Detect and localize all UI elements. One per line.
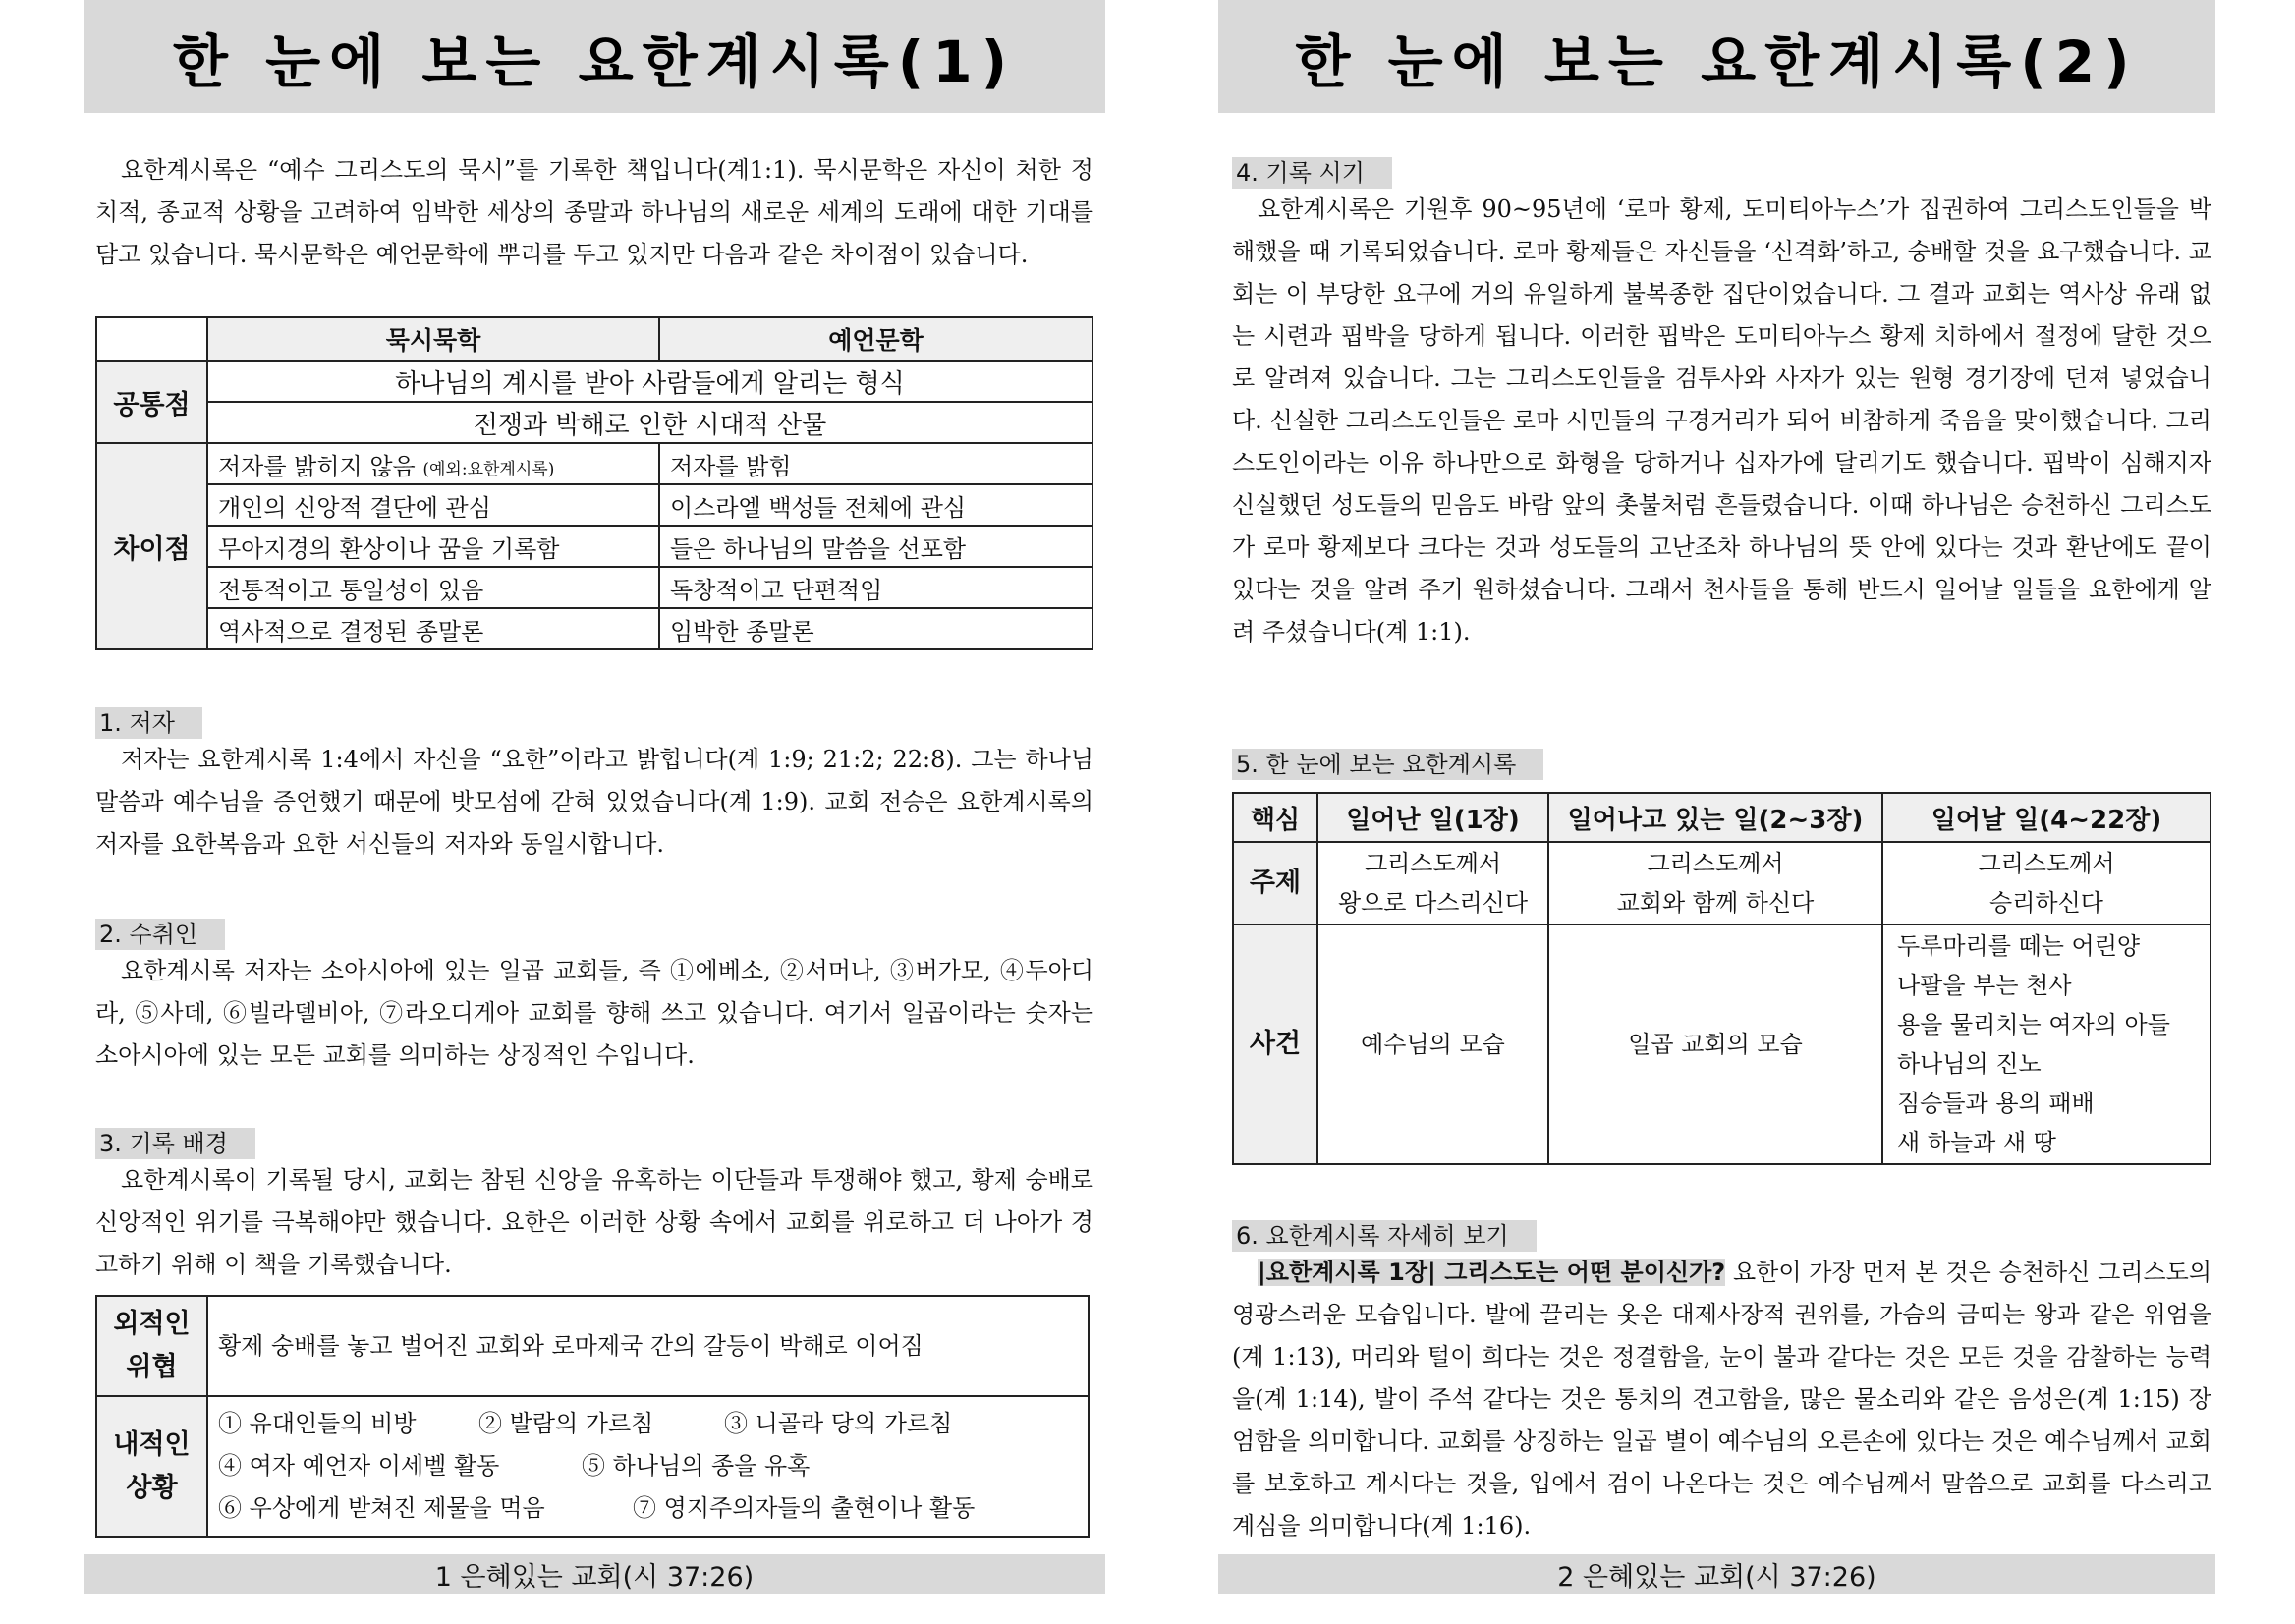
event-item: 하나님의 진노 <box>1897 1050 2042 1078</box>
col-header-prophetic: 예언문학 <box>659 317 1092 361</box>
threat-table <box>95 1295 1090 1538</box>
row-header-internal <box>96 1396 207 1537</box>
theme-cell <box>1882 842 2211 924</box>
section-paragraph: 요한계시록은 기원후 90~95년에 ‘로마 황제, 도미티아누스’가 집권하여 그리스도인들을 박해했을 때 기록되었습니다. 로마 황제들은 자신들을 ‘신격화’하고, 숭배할 것을 요구했습니다. 교회는 이 부당한 요구에 거의 유일하게 불복종한 집단이었습니다. 그 결과 교회는 역사상 유래 없는 시련과 핍박을 당하게 됩니다. 이러한 핍박은 도미티아누스 황제 치하에서 절정에 달한 것으로 알려져 있습니다. 그는 그리스도인들을 검투사와 사자가 있는 원형 경기장에 던져 넣었습니다. 신실한 그리스도인들은 로마 시민들의 구경거리가 되어 비참하게 죽음을 맞이했습니다. 그리스도인이라는 이유 하나만으로 화형을 당하거나 십자가에 달리기도 했습니다. 핍박이 심해지자 신실했던 성도들의 믿음도 바람 앞의 촛불처럼 흔들렸습니다. 이때 하나님은 승천하신 그리스도가 로마 황제보다 크다는 것과 성도들의 고난조차 하나님의 뜻 안에 있다는 것과 환난에도 끝이 있다는 것을 알려 주기 원하셨습니다. 그래서 천사들을 통해 반드시 일어날 일들을 요한에게 알려 주셨습니다(계 1:1). <box>1232 196 2211 645</box>
theme-line: 승리하신다 <box>1989 889 2103 917</box>
diff-cell-prophetic: 이스라엘 백성들 전체에 관심 <box>659 484 1092 526</box>
intro-block <box>95 149 1093 276</box>
theme-line: 그리스도께서 <box>1647 850 1784 877</box>
overview-header: 일어날 일(4~22장) <box>1882 793 2211 842</box>
internal-situations <box>207 1396 1089 1537</box>
label-line: 외적인 <box>113 1309 191 1339</box>
section-heading: 1. 저자 <box>95 707 202 739</box>
col-header-apocalyptic: 묵시묵학 <box>207 317 659 361</box>
section-overview <box>1232 749 2211 1165</box>
row-header-common: 공통점 <box>96 361 207 443</box>
theme-line: 그리스도께서 <box>1364 850 1502 877</box>
overview-table <box>1232 792 2211 1165</box>
section-heading: 2. 수취인 <box>95 919 225 950</box>
events-cell: 일곱 교회의 모습 <box>1548 924 1882 1164</box>
common-row: 하나님의 계시를 받아 사람들에게 알리는 형식 <box>207 361 1092 402</box>
diff-text: 저자를 밝히지 않음 <box>218 452 416 480</box>
situation-item: ⑥ 우상에게 받쳐진 제물을 먹음 <box>218 1494 545 1522</box>
section-heading: 6. 요한계시록 자세히 보기 <box>1232 1220 1537 1252</box>
page-1 <box>84 0 1105 1624</box>
situation-item: ⑦ 영지주의자들의 출현이나 활동 <box>633 1494 976 1522</box>
section-paragraph: 요한계시록이 기록될 당시, 교회는 참된 신앙을 유혹하는 이단들과 투쟁해야 했고, 황제 숭배로 신앙적인 위기를 극복해야만 했습니다. 요한은 이러한 상황 속에서 교회를 위로하고 더 나아가 경고하기 위해 이 책을 기록했습니다. <box>95 1166 1093 1278</box>
section-recipients <box>95 919 1093 1077</box>
diff-cell-apocalyptic <box>207 443 659 484</box>
event-item: 짐승들과 용의 패배 <box>1897 1090 2095 1117</box>
theme-line: 그리스도께서 <box>1978 850 2115 877</box>
situation-line <box>218 1403 1078 1445</box>
situation-item: ③ 니골라 당의 가르침 <box>724 1410 953 1437</box>
corner-cell <box>96 317 207 361</box>
diff-cell-apocalyptic: 전통적이고 통일성이 있음 <box>207 567 659 608</box>
page-2-footer <box>1218 1554 2215 1594</box>
event-item: 나팔을 부는 천사 <box>1897 972 2072 999</box>
diff-cell-prophetic: 들은 하나님의 말씀을 선포함 <box>659 526 1092 567</box>
section-detail <box>1232 1220 2211 1547</box>
diff-cell-prophetic: 임박한 종말론 <box>659 608 1092 649</box>
situation-item: ② 발람의 가르침 <box>478 1410 654 1437</box>
overview-header: 일어난 일(1장) <box>1317 793 1548 842</box>
section-author <box>95 707 1093 866</box>
overview-header: 핵심 <box>1233 793 1317 842</box>
row-header-difference: 차이점 <box>96 443 207 649</box>
situation-item: ⑤ 하나님의 종을 유혹 <box>582 1452 811 1480</box>
chapter-text: 요한이 가장 먼저 본 것은 승천하신 그리스도의 영광스러운 모습입니다. 발에 끌리는 옷은 대제사장적 권위를, 가슴의 금띠는 왕과 같은 위엄을(계 1:13), 머리와 털이 희다는 것은 정결함을, 눈이 불과 같다는 것은 모든 것을 감찰하는 능력을(계 1:14), 발이 주석 같다는 것은 통치의 견고함을, 많은 물소리와 같은 음성은(계 1:15) 장엄함을 의미합니다. 교회를 상징하는 일곱 별이 예수님의 오른손에 있다는 것은 예수님께서 교회를 보호하고 계시다는 것을, 입에서 검이 나온다는 것은 예수님께서 말씀으로 교회를 다스리고 계심을 의미합니다(계 1:16). <box>1232 1259 2212 1540</box>
event-item: 새 하늘과 새 땅 <box>1897 1129 2056 1156</box>
page-2 <box>1218 0 2215 1624</box>
page-2-title: 한 눈에 보는 요한계시록(2) <box>1295 28 2139 95</box>
theme-line: 교회와 함께 하신다 <box>1616 889 1815 917</box>
event-item: 두루마리를 떼는 어린양 <box>1897 932 2141 960</box>
diff-cell-prophetic: 독창적이고 단편적임 <box>659 567 1092 608</box>
theme-cell <box>1548 842 1882 924</box>
row-header-external <box>96 1296 207 1396</box>
common-row: 전쟁과 박해로 인한 시대적 산물 <box>207 402 1092 443</box>
diff-cell-apocalyptic: 무아지경의 환상이나 꿈을 기록함 <box>207 526 659 567</box>
page-1-title-bar <box>84 0 1105 113</box>
situation-item: ① 유대인들의 비방 <box>218 1410 417 1437</box>
section-background <box>95 1128 1093 1286</box>
theme-cell <box>1317 842 1548 924</box>
external-threat-text: 황제 숭배를 놓고 벌어진 교회와 로마제국 간의 갈등이 박해로 이어짐 <box>207 1296 1089 1396</box>
situation-line <box>218 1487 1078 1530</box>
row-header-theme: 주제 <box>1233 842 1317 924</box>
diff-note: (예외:요한계시록) <box>422 459 555 479</box>
page-1-footer-text: 1 은혜있는 교회(시 37:26) <box>434 1561 755 1593</box>
diff-cell-apocalyptic: 역사적으로 결정된 종말론 <box>207 608 659 649</box>
diff-cell-prophetic: 저자를 밝힘 <box>659 443 1092 484</box>
situation-item: ④ 여자 예언자 이세벨 활동 <box>218 1452 500 1480</box>
page-1-title: 한 눈에 보는 요한계시록(1) <box>172 28 1017 95</box>
row-header-events: 사건 <box>1233 924 1317 1164</box>
label-line: 상황 <box>126 1472 178 1503</box>
page-2-footer-text: 2 은혜있는 교회(시 37:26) <box>1557 1561 1876 1593</box>
events-cell: 예수님의 모습 <box>1317 924 1548 1164</box>
comparison-table-wrap <box>95 316 1093 650</box>
section-heading: 5. 한 눈에 보는 요한계시록 <box>1232 749 1543 780</box>
section-paragraph: 요한계시록 저자는 소아시아에 있는 일곱 교회들, 즉 ①에베소, ②서머나, ③버가모, ④두아디라, ⑤사데, ⑥빌라델비아, ⑦라오디게아 교회를 향해 쓰고 있습니다. 여기서 일곱이라는 숫자는 소아시아에 있는 모든 교회를 의미하는 상징적인 수입니다. <box>95 957 1093 1069</box>
section-heading: 4. 기록 시기 <box>1232 157 1392 189</box>
situation-line <box>218 1445 1078 1487</box>
diff-cell-apocalyptic: 개인의 신앙적 결단에 관심 <box>207 484 659 526</box>
page-2-title-bar <box>1218 0 2215 113</box>
comparison-table <box>95 316 1093 650</box>
event-item: 용을 물리치는 여자의 아들 <box>1897 1011 2170 1038</box>
section-paragraph: 저자는 요한계시록 1:4에서 자신을 “요한”이라고 밝힙니다(계 1:9; 21:2; 22:8). 그는 하나님 말씀과 예수님을 증언했기 때문에 밧모섬에 갇혀 있었습니다(계 1:9). 교회 전승은 요한계시록의 저자를 요한복음과 요한 서신들의 저자와 동일시합니다. <box>95 746 1093 858</box>
section-date <box>1232 157 2211 653</box>
chapter-lead: |요한계시록 1장| 그리스도는 어떤 분이신가? <box>1258 1259 1726 1286</box>
label-line: 위협 <box>126 1352 178 1382</box>
events-list-cell <box>1882 924 2211 1164</box>
threat-table-wrap <box>95 1295 1090 1538</box>
section-paragraph <box>1232 1252 2211 1547</box>
intro-paragraph: 요한계시록은 “예수 그리스도의 묵시”를 기록한 책입니다(계1:1). 묵시문학은 자신이 처한 정치적, 종교적 상황을 고려하여 임박한 세상의 종말과 하나님의 새로운 세계의 도래에 대한 기대를 담고 있습니다. 묵시문학은 예언문학에 뿌리를 두고 있지만 다음과 같은 차이점이 있습니다. <box>95 156 1093 268</box>
page-1-footer <box>84 1554 1105 1594</box>
section-heading: 3. 기록 배경 <box>95 1128 255 1159</box>
overview-header: 일어나고 있는 일(2~3장) <box>1548 793 1882 842</box>
label-line: 내적인 <box>113 1428 191 1460</box>
theme-line: 왕으로 다스리신다 <box>1337 889 1529 917</box>
